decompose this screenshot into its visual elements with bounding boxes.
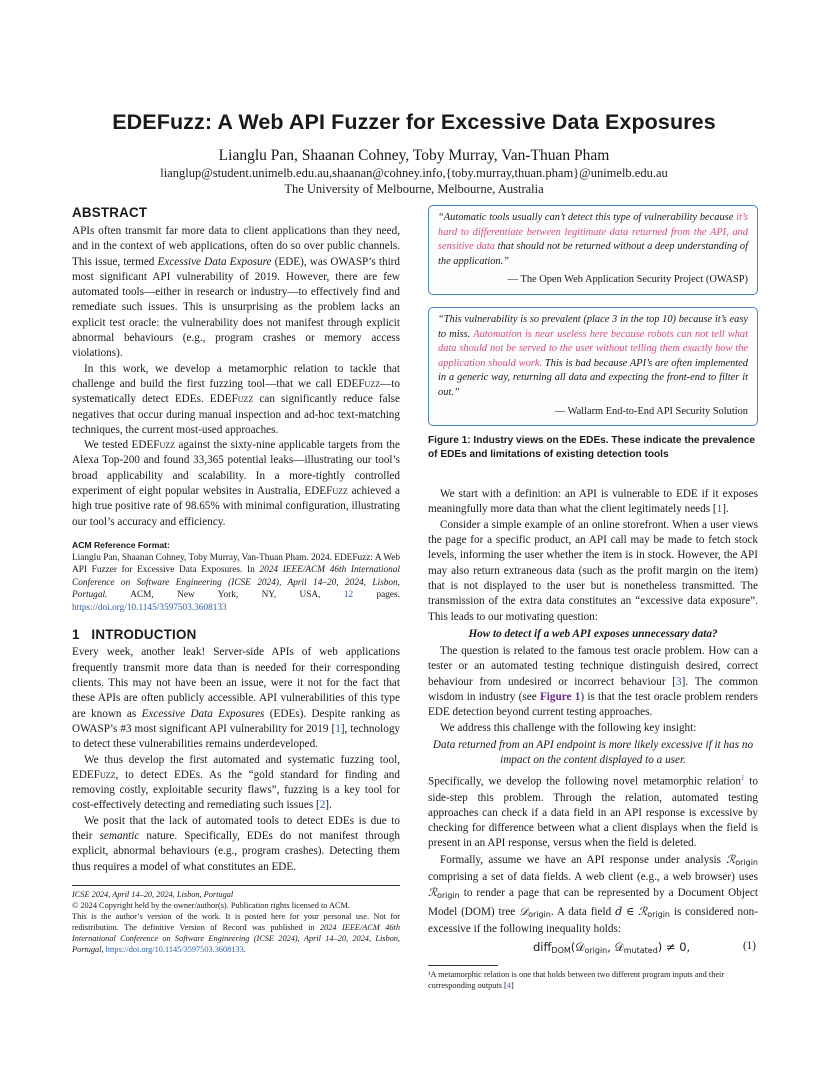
key-insight: Data returned from an API endpoint is more likely excessive if it has no impact on the content displayed to a user.	[432, 738, 754, 767]
citation-4-link[interactable]: 4	[506, 981, 511, 991]
abstract-heading: ABSTRACT	[72, 205, 148, 220]
formal-definition-paragraph: Formally, assume we have an API response under analysis ℛ$_{origin}$ comprising a set of data fields. A web client (e.g., a web browser) uses ℛ$_{origin}$ to render a page that can be represented by a Document Object Model (DOM) tree 𝒟$_{origin}$. A data field d ∈ ℛ$_{origin}$ is considered non-excessive if the following inequality holds:	[428, 852, 758, 935]
figure-1-caption: Figure 1: Industry views on the EDEs. These indicate the prevalence of EDEs and limitations of existing detection tools	[428, 435, 756, 461]
figure-1-link[interactable]: Figure 1	[539, 690, 581, 703]
author-affiliation: The University of Melbourne, Melbourne, Australia	[284, 182, 544, 196]
motivating-question: How to detect if a web API exposes unnecessary data?	[468, 627, 718, 640]
owasp-quote-source: — The Open Web Application Security Project (OWASP)	[507, 274, 748, 286]
introduction-heading: 1 INTRODUCTION	[72, 627, 197, 643]
oracle-problem-paragraph: The question is related to the famous test oracle problem. How can a tester or an automated testing technique distinguish desired, correct behaviour from undesired or incorrect behaviour [3]. The common wisdom in industry (see Figure 1) is that the test oracle problem renders EDE detection beyond current testing approaches.	[428, 645, 758, 719]
left-column	[72, 205, 400, 955]
owasp-quote-box	[428, 205, 758, 295]
author-emails: lianglup@student.unimelb.edu.au,shaanan@cohney.info,{toby.murray,thuan.pham}@unimelb.edu.au	[160, 166, 668, 180]
right-column	[428, 205, 758, 991]
citation-1-link[interactable]: 1	[335, 722, 341, 735]
record-doi-link[interactable]: https://doi.org/10.1145/3597503.3608133	[105, 944, 244, 954]
copyright-note: © 2024 Copyright held by the owner/author(s). Publication rights licensed to ACM.	[72, 900, 350, 910]
citation-3-link[interactable]: 3	[676, 675, 682, 688]
definition-paragraph: We start with a definition: an API is vulnerable to EDE if it exposes meaningfully more data than what the client legitimately needs [1].	[428, 488, 758, 516]
owasp-quote-text: “Automatic tools usually can’t detect this type of vulnerability because it’s hard to differentiate between legitimate data returned from the API, and sensitive data that should not be returned without a deep understanding of the application.”	[438, 212, 748, 267]
abstract-paragraph-2: In this work, we develop a metamorphic relation to tackle that challenge and build the first fuzzing tool—that we call EDEFuzz—to systematically detect EDEs. EDEFuzz can significantly reduce false negatives that occur during manual inspection and ad-hoc text-matching techniques, the current most-used approaches.	[72, 362, 400, 436]
citation-2-link[interactable]: 2	[319, 799, 326, 812]
insight-intro: We address this challenge with the following key insight:	[440, 721, 697, 734]
abstract-paragraph-1: APIs often transmit far more data to client applications than they need, and in the context of web applications, often do so over public channels. This issue, termed Excessive Data Exposure (EDE), was OWASP’s third most significant API vulnerability of 2019. However, there are few automated tools—either in research or industry—to effectively find and remediate such issues. This is unsurprising as the problem lacks an explicit test oracle: the vulnerability does not manifest through explicit abnormal behaviours (e.g., program crashes or memory access violations).	[72, 225, 400, 360]
equation-number: (1)	[742, 940, 756, 953]
acm-reference-label: ACM Reference Format:	[72, 539, 170, 550]
intro-paragraph-1: Every week, another leak! Server-side APIs of web applications frequently transmit more data than is needed for their corresponding clients. This may not have been an issue, were it not for the fact that these APIs are often publicly accessible. API vulnerabilities of this type are known as Excessive Data Exposures (EDEs). Despite ranking as OWASP’s #3 most significant API vulnerability for 2019 [1], technology to detect these vulnerabilities remains underdeveloped.	[72, 646, 401, 751]
acm-reference-text: Lianglu Pan, Shaanan Cohney, Toby Murray, Van-Thuan Pham. 2024. EDEFuzz: A Web API Fuzzer for Excessive Data Exposures. In 2024 IEEE/ACM 46th International Conference on Software Engineering (ICSE 2024), April 14–20, 2024, Lisbon, Portugal. ACM, New York, NY, USA, 12 pages. https://doi.org/10.1145/3597503.3608133	[72, 552, 400, 613]
version-of-record-note: This is the author’s version of the work. It is posted here for your personal use. Not for redistribution. The definitive Version of Record was published in 2024 IEEE/ACM 46th International Conference on Software Engineering (ICSE 2024), April 14–20, 2024, Lisbon, Portugal, https://doi.org/10.1145/3597503.3608133.	[72, 911, 400, 954]
page-count-link[interactable]: 12	[343, 590, 354, 601]
abstract-paragraph-3: We tested EDEFuzz against the sixty-nine applicable targets from the Alexa Top-200 and found 33,365 potential leaks—illustrating our tool’s broad applicability and scalability. In a more-tightly controlled experiment of eight popular websites in Australia, EDEFuzz achieved a high true positive rate of 98.65% with minimal configuration, illustrating our tool’s accuracy and efficiency.	[72, 439, 400, 528]
wallarm-quote-text: “This vulnerability is so prevalent (place 3 in the top 10) because it’s easy to miss. Automation is near useless here because robots can not tell what data should not be served to the user without telling them exactly how the application should work. This is bad because API’s are often implemented in a generic way, returning all data and expecting the front-end to filter it out.”	[438, 313, 748, 398]
intro-paragraph-3: We posit that the lack of automated tools to detect EDEs is due to their semantic nature. Specifically, EDEs do not manifest through explicit, abnormal behaviours (e.g., program crashes). Detecting them thus requires a model of what constitutes an EDE.	[72, 814, 400, 873]
footnote-1: ¹A metamorphic relation is one that holds between two different program inputs and their corresponding outputs [4]	[428, 970, 725, 991]
paper-title: EDEFuzz: A Web API Fuzzer for Excessive Data Exposures	[112, 110, 716, 134]
citation-1-link-right[interactable]: 1	[716, 503, 723, 516]
wallarm-quote-source: — Wallarm End-to-End API Security Solution	[554, 405, 748, 417]
footnote-1-link[interactable]: 1	[740, 774, 745, 783]
acm-doi-link[interactable]: https://doi.org/10.1145/3597503.3608133	[72, 602, 227, 613]
wallarm-quote-box	[428, 307, 758, 426]
intro-paragraph-2: We thus develop the first automated and systematic fuzzing tool, EDEFuzz, to detect EDEs. As the “gold standard for finding and removing costly, exploitable security flaws”, fuzzing is a key tool for cost-effectively detecting and remediating such issues [2].	[72, 753, 400, 812]
metamorphic-relation-paragraph: Specifically, we develop the following novel metamorphic relation$^1$ to side-step this problem. Through the relation, automated testing approaches can check if a data field in an API response is excessive by checking for difference between what a client displays when the field is present in an API response, versus when the field is deleted.	[428, 774, 758, 850]
equation-1: diff$_{DOM}$(𝒟$_{origin}$, 𝒟$_{mutated}$) ≠ 0, (1)	[533, 940, 756, 956]
venue-note: ICSE 2024, April 14–20, 2024, Lisbon, Portugal	[72, 889, 234, 899]
author-list: Lianglu Pan, Shaanan Cohney, Toby Murray, Van-Thuan Pham	[218, 147, 610, 164]
storefront-example-paragraph: Consider a simple example of an online storefront. When a user views the page for a specific product, an API call may be made to fetch stock levels, informing the user whether the item is in stock. However, the API may also return extraneous data (such as the profit margin on the item) that is not displayed to the user but is nonetheless transmitted. The transmission of the extra data constitutes an “excessive data exposure”. This leads to our motivating question:	[428, 518, 758, 623]
